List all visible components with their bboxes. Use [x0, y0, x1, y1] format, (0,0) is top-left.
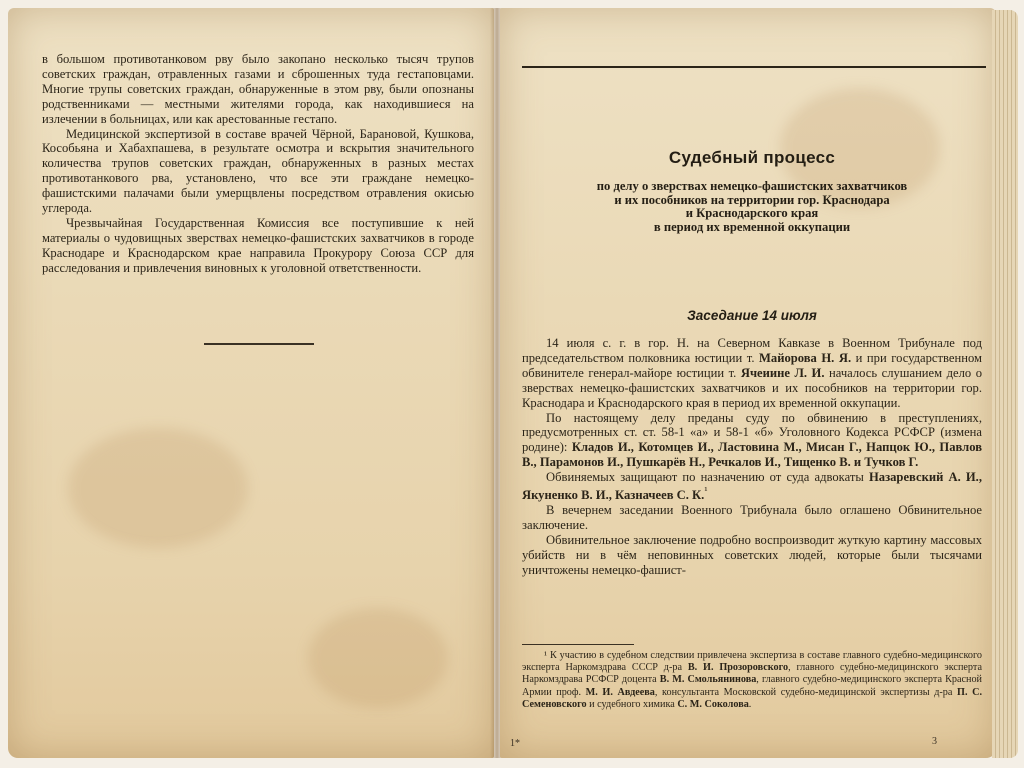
right-page-text	[522, 336, 982, 578]
left-paragraph-1: в большом противотанковом рву было закопано несколько тысяч трупов советских граждан, отравленных газами и сброшенных туда гестаповцами. Многие трупы советских граждан, обнаруженные в этом рву, были опознаны родственниками — местными жителями города, как находившиеся на излечении в больницах, или как арестованные гестапо.	[42, 52, 474, 126]
name-run: Майорова Н. Я.	[759, 350, 852, 365]
footnote-rule	[522, 644, 634, 645]
text-run: По настоящему делу преданы суду по обвинению в преступлениях, предусмотренных ст. ст. 58-1 «а» и 58-1 «б» Уголовного Кодекса РСФСР (измена родине):	[522, 410, 982, 455]
left-page	[8, 8, 494, 758]
text-run: началось слушанием дело о зверствах немецко-фашистских захватчиков и их пособников на территории гор. Краснодара и Краснодарского края в период их временной оккупации.	[522, 365, 983, 410]
name-run: Ячеиине Л. И.	[740, 365, 825, 380]
subtitle-line-3: и Краснодарского края	[685, 206, 819, 220]
left-paragraph-3: Чрезвычайная Государственная Комиссия все поступившие к ней материалы о чудовищных зверствах немецко-фашистских захватчиков в городе Краснодаре и Краснодарском крае направила Прокурору Союза ССР для расследования и привлечения виновных к уголовной ответственности.	[42, 215, 474, 275]
lawyers-list: Назаревский А. И., Якуненко В. И., Казначеев С. К.	[522, 470, 982, 503]
right-page	[500, 8, 996, 758]
defendants-list: Кладов И., Котомцев И., Ластовина М., Мисан Г., Напцок Ю., Павлов В., Парамонов И., Пушкарёв Н., Речкалов И., Тищенко В. и Тучков Г.	[522, 440, 982, 470]
name-run: М. И. Авдеева	[585, 686, 655, 698]
footnote-text	[522, 650, 982, 711]
text-run: , главного судебно-медицинского эксперта Красной Армии проф.	[522, 674, 982, 698]
name-run: В. И. Прозоровского	[687, 662, 789, 674]
left-paragraph-2: Медицинской экспертизой в составе врачей Чёрной, Барановой, Кушкова, Кособьяна и Хабахпашева, в результате осмотра и вскрытия значительного количества трупов советских граждан, обнаруженных в разных местах противотанкового рва, установлено, что все эти граждане немецко-фашистскими палачами были умерщвлены посредством отравления окисью углерода.	[42, 126, 474, 216]
right-paragraph-1	[522, 336, 982, 411]
title-block	[520, 148, 984, 234]
session-heading: Заседание 14 июля	[687, 308, 817, 323]
text-run: , консультанта Московской судебно-медицинской экспертизы д-ра	[654, 686, 958, 698]
text-run: 14 июля с. г. в гор. Н. на Северном Кавказе в Военном Трибунале под председательством полковника юстиции т.	[522, 336, 982, 365]
paper-stain	[68, 428, 248, 548]
text-run: и при государственном обвинителе генерал-майоре юстиции т.	[522, 350, 982, 380]
text-run: Обвиняемых защищают по назначению от суда адвокаты	[546, 470, 869, 485]
page-title: Судебный процесс	[668, 148, 836, 167]
subtitle-line-1: по делу о зверствах немецко-фашистских захватчиков	[596, 179, 908, 193]
name-run: В. М. Смольянинова	[659, 674, 757, 686]
name-run: С. М. Соколова	[677, 698, 749, 710]
signature-mark: 1*	[510, 738, 520, 749]
right-paragraph-4: В вечернем заседании Военного Трибунала было оглашено Обвинительное заключение.	[522, 503, 982, 533]
paper-stain	[308, 608, 448, 708]
footnote-marker: ¹	[704, 486, 708, 498]
section-end-rule	[204, 343, 314, 345]
text-run: , главного судебно-медицинского эксперта Наркомздрава РСФСР доцента	[522, 662, 982, 686]
left-page-text	[42, 52, 474, 276]
subtitle-line-2: и их пособников на территории гор. Краснодара	[614, 192, 890, 207]
right-paragraph-2	[522, 411, 982, 471]
page-edges	[992, 10, 1018, 758]
right-paragraph-5: Обвинительное заключение подробно воспроизводит жуткую картину массовых убийств ни в чём неповинных советских людей, которые были тысячами уничтожены немецко-фашист-	[522, 532, 982, 577]
header-rule	[522, 66, 986, 68]
text-run: и судебного химика	[586, 698, 678, 710]
subtitle-line-4: в период их временной оккупации	[653, 219, 851, 234]
footnote	[522, 650, 982, 711]
page-number: 3	[932, 736, 937, 747]
right-paragraph-3	[522, 470, 982, 503]
text-run: ¹ К участию в судебном следствии привлечена экспертиза в составе главного судебно-медицинского эксперта Наркомздрава СССР д-ра	[522, 650, 982, 674]
name-run: П. С. Семеновского	[522, 686, 983, 710]
text-run: .	[748, 698, 752, 710]
